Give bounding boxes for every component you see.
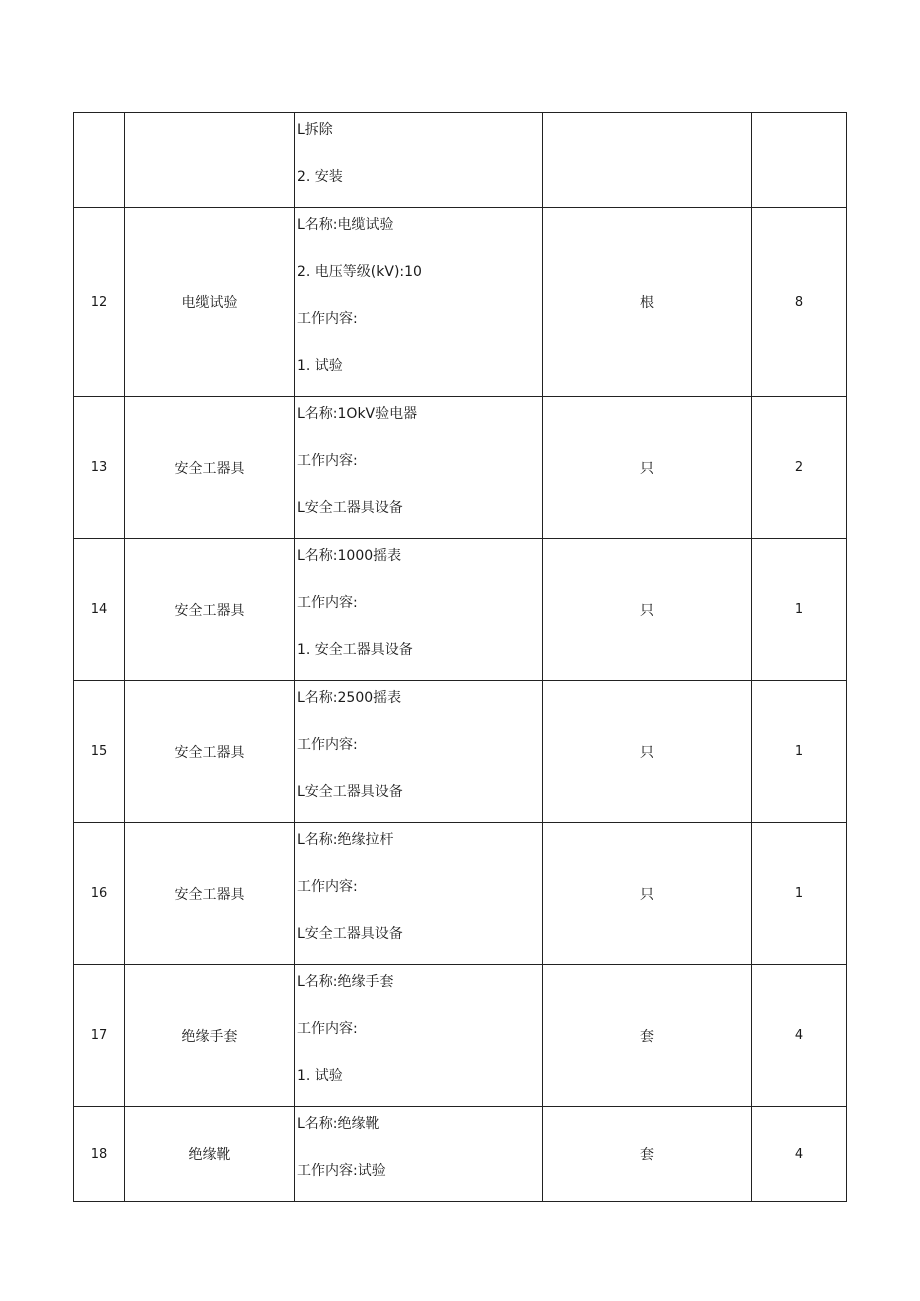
row-number: 16 xyxy=(74,823,125,965)
item-description xyxy=(295,681,543,823)
description-line: 工作内容: xyxy=(297,879,358,895)
row-number: 13 xyxy=(74,397,125,539)
table-row xyxy=(74,397,847,539)
item-quantity xyxy=(752,113,847,208)
item-unit: 套 xyxy=(543,965,752,1107)
table-row xyxy=(74,1107,847,1202)
item-description xyxy=(295,113,543,208)
description-line: 1. 试验 xyxy=(297,358,343,374)
item-description xyxy=(295,965,543,1107)
description-line: L名称:1OkV验电器 xyxy=(297,406,418,422)
description-line: 工作内容:试验 xyxy=(297,1163,386,1179)
row-number: 14 xyxy=(74,539,125,681)
description-line: L名称:绝缘手套 xyxy=(297,974,394,990)
row-number: 18 xyxy=(74,1107,125,1202)
description-line: L名称:绝缘靴 xyxy=(297,1116,380,1132)
item-quantity: 1 xyxy=(752,539,847,681)
description-line: L名称:绝缘拉杆 xyxy=(297,832,394,848)
description-line: 2. 电压等级(kV):10 xyxy=(297,264,422,280)
description-line: 1. 安全工器具设备 xyxy=(297,642,413,658)
description-line: L拆除 xyxy=(297,122,333,138)
item-name: 绝缘靴 xyxy=(125,1107,295,1202)
item-description xyxy=(295,208,543,397)
description-line: 工作内容: xyxy=(297,737,358,753)
table-row xyxy=(74,539,847,681)
row-number: 12 xyxy=(74,208,125,397)
item-quantity: 4 xyxy=(752,1107,847,1202)
item-name: 绝缘手套 xyxy=(125,965,295,1107)
item-description xyxy=(295,1107,543,1202)
item-unit: 只 xyxy=(543,823,752,965)
table-row xyxy=(74,681,847,823)
description-line: 工作内容: xyxy=(297,595,358,611)
item-name: 电缆试验 xyxy=(125,208,295,397)
description-line: 工作内容: xyxy=(297,311,358,327)
item-unit: 套 xyxy=(543,1107,752,1202)
item-table xyxy=(73,112,847,1202)
item-name xyxy=(125,113,295,208)
item-quantity: 8 xyxy=(752,208,847,397)
item-description xyxy=(295,823,543,965)
description-line: L安全工器具设备 xyxy=(297,926,403,942)
table-row xyxy=(74,965,847,1107)
item-name: 安全工器具 xyxy=(125,681,295,823)
item-unit: 只 xyxy=(543,397,752,539)
item-description xyxy=(295,397,543,539)
row-number xyxy=(74,113,125,208)
description-line: L名称:1000摇表 xyxy=(297,548,402,564)
table-row xyxy=(74,113,847,208)
item-name: 安全工器具 xyxy=(125,823,295,965)
item-quantity: 2 xyxy=(752,397,847,539)
description-line: 2. 安装 xyxy=(297,169,343,185)
row-number: 15 xyxy=(74,681,125,823)
table-row xyxy=(74,208,847,397)
description-line: 1. 试验 xyxy=(297,1068,343,1084)
description-line: 工作内容: xyxy=(297,1021,358,1037)
item-name: 安全工器具 xyxy=(125,397,295,539)
item-description xyxy=(295,539,543,681)
description-line: L名称:2500摇表 xyxy=(297,690,402,706)
item-quantity: 4 xyxy=(752,965,847,1107)
item-unit: 只 xyxy=(543,681,752,823)
item-quantity: 1 xyxy=(752,681,847,823)
description-line: L名称:电缆试验 xyxy=(297,217,394,233)
description-line: L安全工器具设备 xyxy=(297,784,403,800)
description-line: 工作内容: xyxy=(297,453,358,469)
item-unit: 根 xyxy=(543,208,752,397)
description-line: L安全工器具设备 xyxy=(297,500,403,516)
item-name: 安全工器具 xyxy=(125,539,295,681)
item-unit xyxy=(543,113,752,208)
item-unit: 只 xyxy=(543,539,752,681)
table-row xyxy=(74,823,847,965)
row-number: 17 xyxy=(74,965,125,1107)
item-quantity: 1 xyxy=(752,823,847,965)
